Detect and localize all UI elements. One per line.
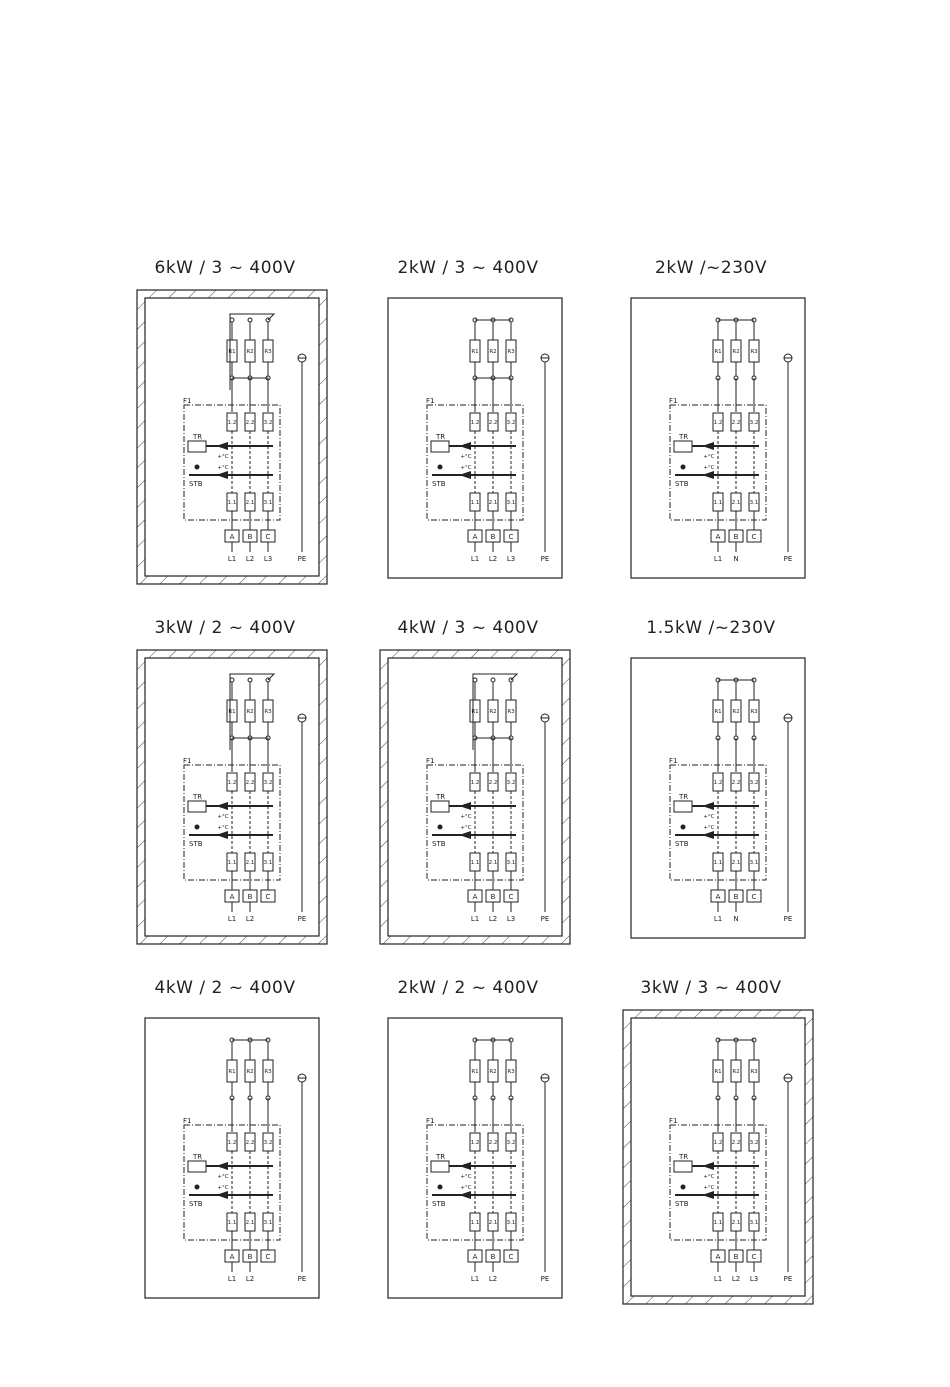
supply-terminal-label: L2 — [245, 915, 255, 923]
contact-top-label: 1.2 — [227, 1140, 237, 1146]
contact-bottom-label: 2.1 — [731, 860, 741, 866]
thermostat-label: TR — [436, 793, 446, 801]
supply-terminal-label: L1 — [227, 1275, 237, 1283]
terminal-block-label: A — [715, 533, 721, 541]
contact-bottom-label: 1.1 — [470, 860, 480, 866]
contact-top-label: 2.2 — [245, 780, 255, 786]
safety-limiter-label: STB — [675, 480, 689, 488]
safety-limiter-label: STB — [675, 840, 689, 848]
diagram-title: 2kW /~230V — [655, 258, 767, 278]
thermostat-label: TR — [436, 1153, 446, 1161]
contact-top-label: 2.2 — [245, 1140, 255, 1146]
terminal-block-label: C — [265, 533, 271, 541]
temp-plus-label: +°C — [703, 465, 715, 471]
temp-plus-label: +°C — [217, 1174, 229, 1180]
temp-plus-label: +°C — [460, 814, 472, 820]
temp-plus-label: +°C — [217, 465, 229, 471]
terminal-node — [230, 678, 234, 682]
thermostat-icon — [431, 801, 449, 812]
thermostat-label: TR — [193, 433, 203, 441]
resistor-label: R1 — [228, 1069, 236, 1075]
resistor-label: R3 — [750, 709, 758, 715]
thermostat-icon — [431, 1161, 449, 1172]
resistor-label: R1 — [714, 1069, 722, 1075]
contact-bottom-label: 2.1 — [245, 1220, 255, 1226]
resistor-label: R2 — [489, 1069, 497, 1075]
earth-label: PE — [783, 915, 793, 923]
contact-bottom-label: 3.1 — [263, 1220, 273, 1226]
supply-terminal-label: L1 — [227, 915, 237, 923]
supply-terminal-label: L3 — [263, 555, 273, 563]
contact-top-label: 3.2 — [506, 1140, 516, 1146]
resistor-label: R3 — [750, 1069, 758, 1075]
contact-top-label: 3.2 — [749, 780, 759, 786]
contact-top-label: 1.2 — [227, 420, 237, 426]
contact-top-label: 3.2 — [506, 420, 516, 426]
limiter-icon — [195, 1185, 200, 1190]
resistor-label: R1 — [471, 1069, 479, 1075]
resistor-label: R2 — [489, 709, 497, 715]
safety-limiter-label: STB — [432, 1200, 446, 1208]
earth-label: PE — [783, 555, 793, 563]
thermostat-label: TR — [679, 793, 689, 801]
resistor-label: R3 — [750, 349, 758, 355]
temp-plus-label: +°C — [217, 814, 229, 820]
resistor-label: R3 — [507, 1069, 515, 1075]
terminal-block-label: C — [508, 533, 514, 541]
thermostat-icon — [674, 441, 692, 452]
fuse-label: F1 — [183, 757, 192, 765]
contact-bottom-label: 1.1 — [713, 500, 723, 506]
terminal-block-label: B — [733, 1253, 739, 1261]
resistor-label: R1 — [471, 349, 479, 355]
resistor-label: R1 — [228, 349, 236, 355]
temp-plus-label: +°C — [460, 1174, 472, 1180]
earth-label: PE — [540, 555, 550, 563]
thermostat-label: TR — [679, 1153, 689, 1161]
terminal-block-label: A — [229, 893, 235, 901]
supply-terminal-label: N — [733, 915, 739, 923]
limiter-icon — [438, 825, 443, 830]
resistor-label: R3 — [264, 349, 272, 355]
fuse-label: F1 — [669, 397, 678, 405]
contact-top-label: 3.2 — [263, 420, 273, 426]
limiter-icon — [195, 825, 200, 830]
contact-top-label: 1.2 — [470, 420, 480, 426]
thermostat-label: TR — [436, 433, 446, 441]
thermostat-icon — [188, 441, 206, 452]
contact-top-label: 1.2 — [713, 1140, 723, 1146]
contact-bottom-label: 2.1 — [731, 1220, 741, 1226]
temp-plus-label: +°C — [460, 825, 472, 831]
limiter-icon — [195, 465, 200, 470]
earth-label: PE — [297, 915, 307, 923]
thermostat-label: TR — [193, 1153, 203, 1161]
terminal-block-label: C — [508, 1253, 514, 1261]
contact-top-label: 1.2 — [227, 780, 237, 786]
limiter-icon — [438, 1185, 443, 1190]
terminal-block-label: A — [715, 1253, 721, 1261]
contact-top-label: 2.2 — [731, 420, 741, 426]
safety-limiter-label: STB — [189, 1200, 203, 1208]
resistor-label: R3 — [507, 709, 515, 715]
contact-bottom-label: 1.1 — [470, 1220, 480, 1226]
supply-terminal-label: L2 — [245, 555, 255, 563]
supply-terminal-label: L2 — [488, 1275, 498, 1283]
safety-limiter-label: STB — [432, 840, 446, 848]
supply-terminal-label: L1 — [713, 1275, 723, 1283]
terminal-block-label: A — [715, 893, 721, 901]
contact-bottom-label: 2.1 — [731, 500, 741, 506]
diagram-title: 4kW / 3 ~ 400V — [397, 618, 539, 638]
fuse-label: F1 — [426, 757, 435, 765]
temp-plus-label: +°C — [460, 465, 472, 471]
terminal-block-label: A — [229, 533, 235, 541]
limiter-icon — [438, 465, 443, 470]
supply-terminal-label: L1 — [470, 915, 480, 923]
temp-plus-label: +°C — [217, 1185, 229, 1191]
resistor-label: R2 — [732, 349, 740, 355]
supply-terminal-label: L1 — [713, 915, 723, 923]
resistor-label: R2 — [246, 349, 254, 355]
wiring-diagram-5 — [380, 618, 570, 944]
contact-top-label: 2.2 — [488, 1140, 498, 1146]
thermostat-label: TR — [193, 793, 203, 801]
contact-bottom-label: 1.1 — [227, 1220, 237, 1226]
supply-terminal-label: L2 — [488, 915, 498, 923]
earth-label: PE — [297, 555, 307, 563]
contact-bottom-label: 1.1 — [227, 860, 237, 866]
contact-bottom-label: 1.1 — [470, 500, 480, 506]
safety-limiter-label: STB — [189, 840, 203, 848]
temp-plus-label: +°C — [217, 454, 229, 460]
earth-label: PE — [297, 1275, 307, 1283]
diagram-title: 3kW / 2 ~ 400V — [154, 618, 296, 638]
terminal-block-label: C — [751, 1253, 757, 1261]
thermostat-icon — [431, 441, 449, 452]
supply-terminal-label: L1 — [227, 555, 237, 563]
supply-terminal-label: L3 — [506, 555, 516, 563]
wiring-diagram-7 — [145, 978, 319, 1298]
diagram-title: 3kW / 3 ~ 400V — [640, 978, 782, 998]
terminal-block-label: B — [490, 893, 496, 901]
diagram-title: 1.5kW /~230V — [646, 618, 776, 638]
resistor-label: R2 — [246, 1069, 254, 1075]
fuse-label: F1 — [426, 397, 435, 405]
contact-bottom-label: 1.1 — [713, 860, 723, 866]
thermostat-label: TR — [679, 433, 689, 441]
contact-top-label: 3.2 — [749, 1140, 759, 1146]
contact-top-label: 1.2 — [713, 420, 723, 426]
safety-limiter-label: STB — [432, 480, 446, 488]
contact-top-label: 1.2 — [470, 780, 480, 786]
terminal-node — [473, 678, 477, 682]
terminal-node — [248, 678, 252, 682]
contact-bottom-label: 2.1 — [488, 860, 498, 866]
fuse-label: F1 — [183, 397, 192, 405]
supply-terminal-label: L1 — [713, 555, 723, 563]
contact-bottom-label: 2.1 — [245, 860, 255, 866]
contact-bottom-label: 3.1 — [506, 860, 516, 866]
contact-top-label: 3.2 — [263, 1140, 273, 1146]
thermostat-icon — [674, 801, 692, 812]
terminal-block-label: A — [472, 533, 478, 541]
contact-bottom-label: 2.1 — [245, 500, 255, 506]
temp-plus-label: +°C — [703, 1174, 715, 1180]
limiter-icon — [681, 465, 686, 470]
earth-label: PE — [540, 915, 550, 923]
terminal-node — [248, 318, 252, 322]
diagram-title: 2kW / 3 ~ 400V — [397, 258, 539, 278]
terminal-node — [491, 678, 495, 682]
contact-top-label: 2.2 — [245, 420, 255, 426]
terminal-block-label: B — [490, 1253, 496, 1261]
temp-plus-label: +°C — [217, 825, 229, 831]
contact-bottom-label: 3.1 — [506, 1220, 516, 1226]
contact-bottom-label: 1.1 — [227, 500, 237, 506]
resistor-label: R1 — [714, 709, 722, 715]
resistor-label: R1 — [714, 349, 722, 355]
supply-terminal-label: L2 — [245, 1275, 255, 1283]
contact-bottom-label: 2.1 — [488, 1220, 498, 1226]
terminal-block-label: B — [733, 893, 739, 901]
supply-terminal-label: L3 — [506, 915, 516, 923]
supply-terminal-label: N — [733, 555, 739, 563]
wiring-diagram-1 — [137, 258, 327, 584]
thermostat-icon — [188, 801, 206, 812]
terminal-block-label: B — [247, 1253, 253, 1261]
resistor-label: R3 — [264, 1069, 272, 1075]
supply-terminal-label: L2 — [731, 1275, 741, 1283]
resistor-label: R3 — [507, 349, 515, 355]
limiter-icon — [681, 1185, 686, 1190]
safety-limiter-label: STB — [189, 480, 203, 488]
terminal-block-label: C — [751, 893, 757, 901]
temp-plus-label: +°C — [460, 1185, 472, 1191]
fuse-label: F1 — [669, 757, 678, 765]
diagram-title: 6kW / 3 ~ 400V — [154, 258, 296, 278]
resistor-label: R1 — [471, 709, 479, 715]
terminal-block-label: C — [265, 893, 271, 901]
resistor-label: R2 — [732, 1069, 740, 1075]
contact-top-label: 1.2 — [713, 780, 723, 786]
terminal-node — [230, 318, 234, 322]
temp-plus-label: +°C — [460, 454, 472, 460]
temp-plus-label: +°C — [703, 454, 715, 460]
temp-plus-label: +°C — [703, 825, 715, 831]
resistor-label: R2 — [732, 709, 740, 715]
contact-top-label: 3.2 — [506, 780, 516, 786]
wiring-diagram-6 — [631, 618, 805, 938]
wiring-diagram-3 — [631, 258, 805, 578]
contact-top-label: 3.2 — [263, 780, 273, 786]
terminal-block-label: B — [733, 533, 739, 541]
limiter-icon — [681, 825, 686, 830]
terminal-block-label: B — [247, 893, 253, 901]
contact-top-label: 3.2 — [749, 420, 759, 426]
terminal-block-label: B — [490, 533, 496, 541]
diagram-title: 2kW / 2 ~ 400V — [397, 978, 539, 998]
fuse-label: F1 — [669, 1117, 678, 1125]
contact-bottom-label: 3.1 — [749, 500, 759, 506]
contact-bottom-label: 1.1 — [713, 1220, 723, 1226]
resistor-label: R2 — [246, 709, 254, 715]
contact-bottom-label: 3.1 — [263, 860, 273, 866]
terminal-block-label: A — [229, 1253, 235, 1261]
fuse-label: F1 — [426, 1117, 435, 1125]
contact-top-label: 2.2 — [731, 1140, 741, 1146]
contact-top-label: 2.2 — [488, 780, 498, 786]
wiring-diagram-9 — [623, 978, 813, 1304]
wiring-diagram-4 — [137, 618, 327, 944]
contact-top-label: 2.2 — [731, 780, 741, 786]
contact-top-label: 2.2 — [488, 420, 498, 426]
supply-terminal-label: L1 — [470, 1275, 480, 1283]
temp-plus-label: +°C — [703, 814, 715, 820]
supply-terminal-label: L3 — [749, 1275, 759, 1283]
earth-label: PE — [783, 1275, 793, 1283]
terminal-block-label: C — [751, 533, 757, 541]
thermostat-icon — [188, 1161, 206, 1172]
diagram-title: 4kW / 2 ~ 400V — [154, 978, 296, 998]
contact-bottom-label: 2.1 — [488, 500, 498, 506]
wiring-diagram-8 — [388, 978, 562, 1298]
contact-bottom-label: 3.1 — [263, 500, 273, 506]
contact-bottom-label: 3.1 — [749, 1220, 759, 1226]
terminal-block-label: A — [472, 1253, 478, 1261]
supply-terminal-label: L2 — [488, 555, 498, 563]
terminal-block-label: C — [508, 893, 514, 901]
wiring-diagram-2 — [388, 258, 562, 578]
fuse-label: F1 — [183, 1117, 192, 1125]
terminal-block-label: B — [247, 533, 253, 541]
earth-label: PE — [540, 1275, 550, 1283]
contact-bottom-label: 3.1 — [749, 860, 759, 866]
temp-plus-label: +°C — [703, 1185, 715, 1191]
safety-limiter-label: STB — [675, 1200, 689, 1208]
thermostat-icon — [674, 1161, 692, 1172]
supply-terminal-label: L1 — [470, 555, 480, 563]
resistor-label: R3 — [264, 709, 272, 715]
terminal-block-label: A — [472, 893, 478, 901]
contact-top-label: 1.2 — [470, 1140, 480, 1146]
contact-bottom-label: 3.1 — [506, 500, 516, 506]
terminal-block-label: C — [265, 1253, 271, 1261]
resistor-label: R2 — [489, 349, 497, 355]
resistor-label: R1 — [228, 709, 236, 715]
